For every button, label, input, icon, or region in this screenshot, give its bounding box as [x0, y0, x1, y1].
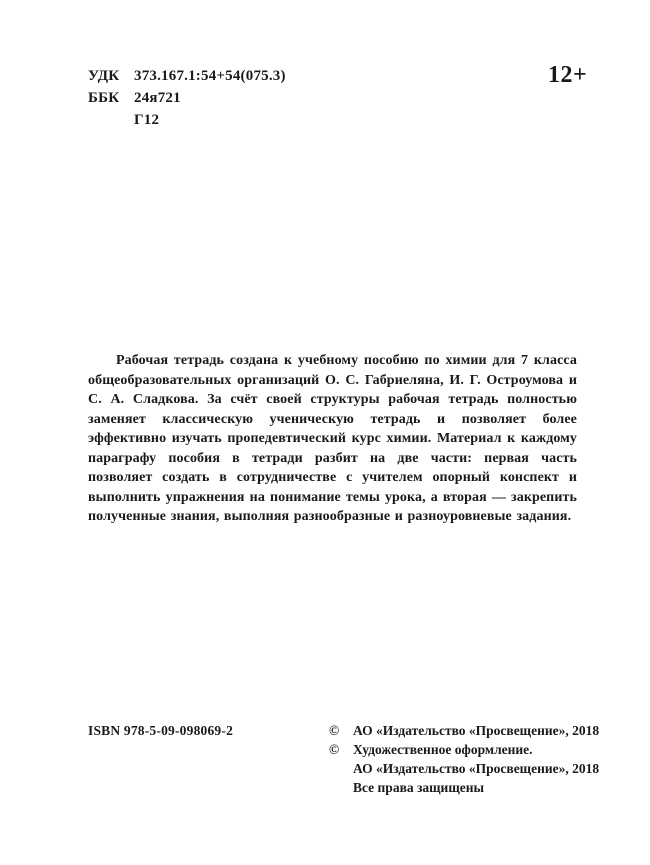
imprint-block [88, 66, 286, 130]
copyright-symbol: © [329, 723, 340, 738]
copyright-line: Художественное оформление. [353, 742, 533, 757]
copyright-line: АО «Издательство «Просвещение», 2018 [353, 761, 600, 776]
book-code-value: Г12 [134, 112, 160, 128]
copyright-symbol [329, 779, 353, 797]
book-code-label [88, 110, 134, 130]
isbn-text: ISBN 978-5-09-098069-2 [88, 723, 234, 738]
copyright-line: Все права защищены [353, 780, 485, 795]
copyright-line: АО «Издательство «Просвещение», 2018 [353, 723, 600, 738]
bbk-label: ББК [88, 90, 120, 106]
annotation-paragraph: Рабочая тетрадь создана к учебному пособию по химии для 7 класса общеобразовательных организаций О. С. Габриеляна, И. Г. Остроумова и С. А. Сладкова. За счёт своей структуры рабочая тетрадь полностью заменяет классическую ученическую тетрадь и позволяет более эффективно изучать пропедевтический курс химии. Материал к каждому параграфу пособия в тетради разбит на две части: первая часть позволяет создать в сотрудничестве с учителем опорный конспект и выполнить упражнения на понимание темы урока, а вторая — закрепить полученные знания, выполняя разнообразные и разноуровневые задания. [88, 353, 577, 524]
copyright-symbol: © [329, 742, 340, 757]
footer-block [88, 722, 600, 797]
age-rating-badge: 12+ [548, 62, 588, 88]
bbk-value: 24я721 [134, 90, 181, 106]
udk-label: УДК [88, 68, 120, 84]
udk-value: 373.167.1:54+54(075.3) [134, 68, 286, 84]
copyright-block [329, 722, 600, 797]
copyright-symbol [329, 760, 353, 778]
